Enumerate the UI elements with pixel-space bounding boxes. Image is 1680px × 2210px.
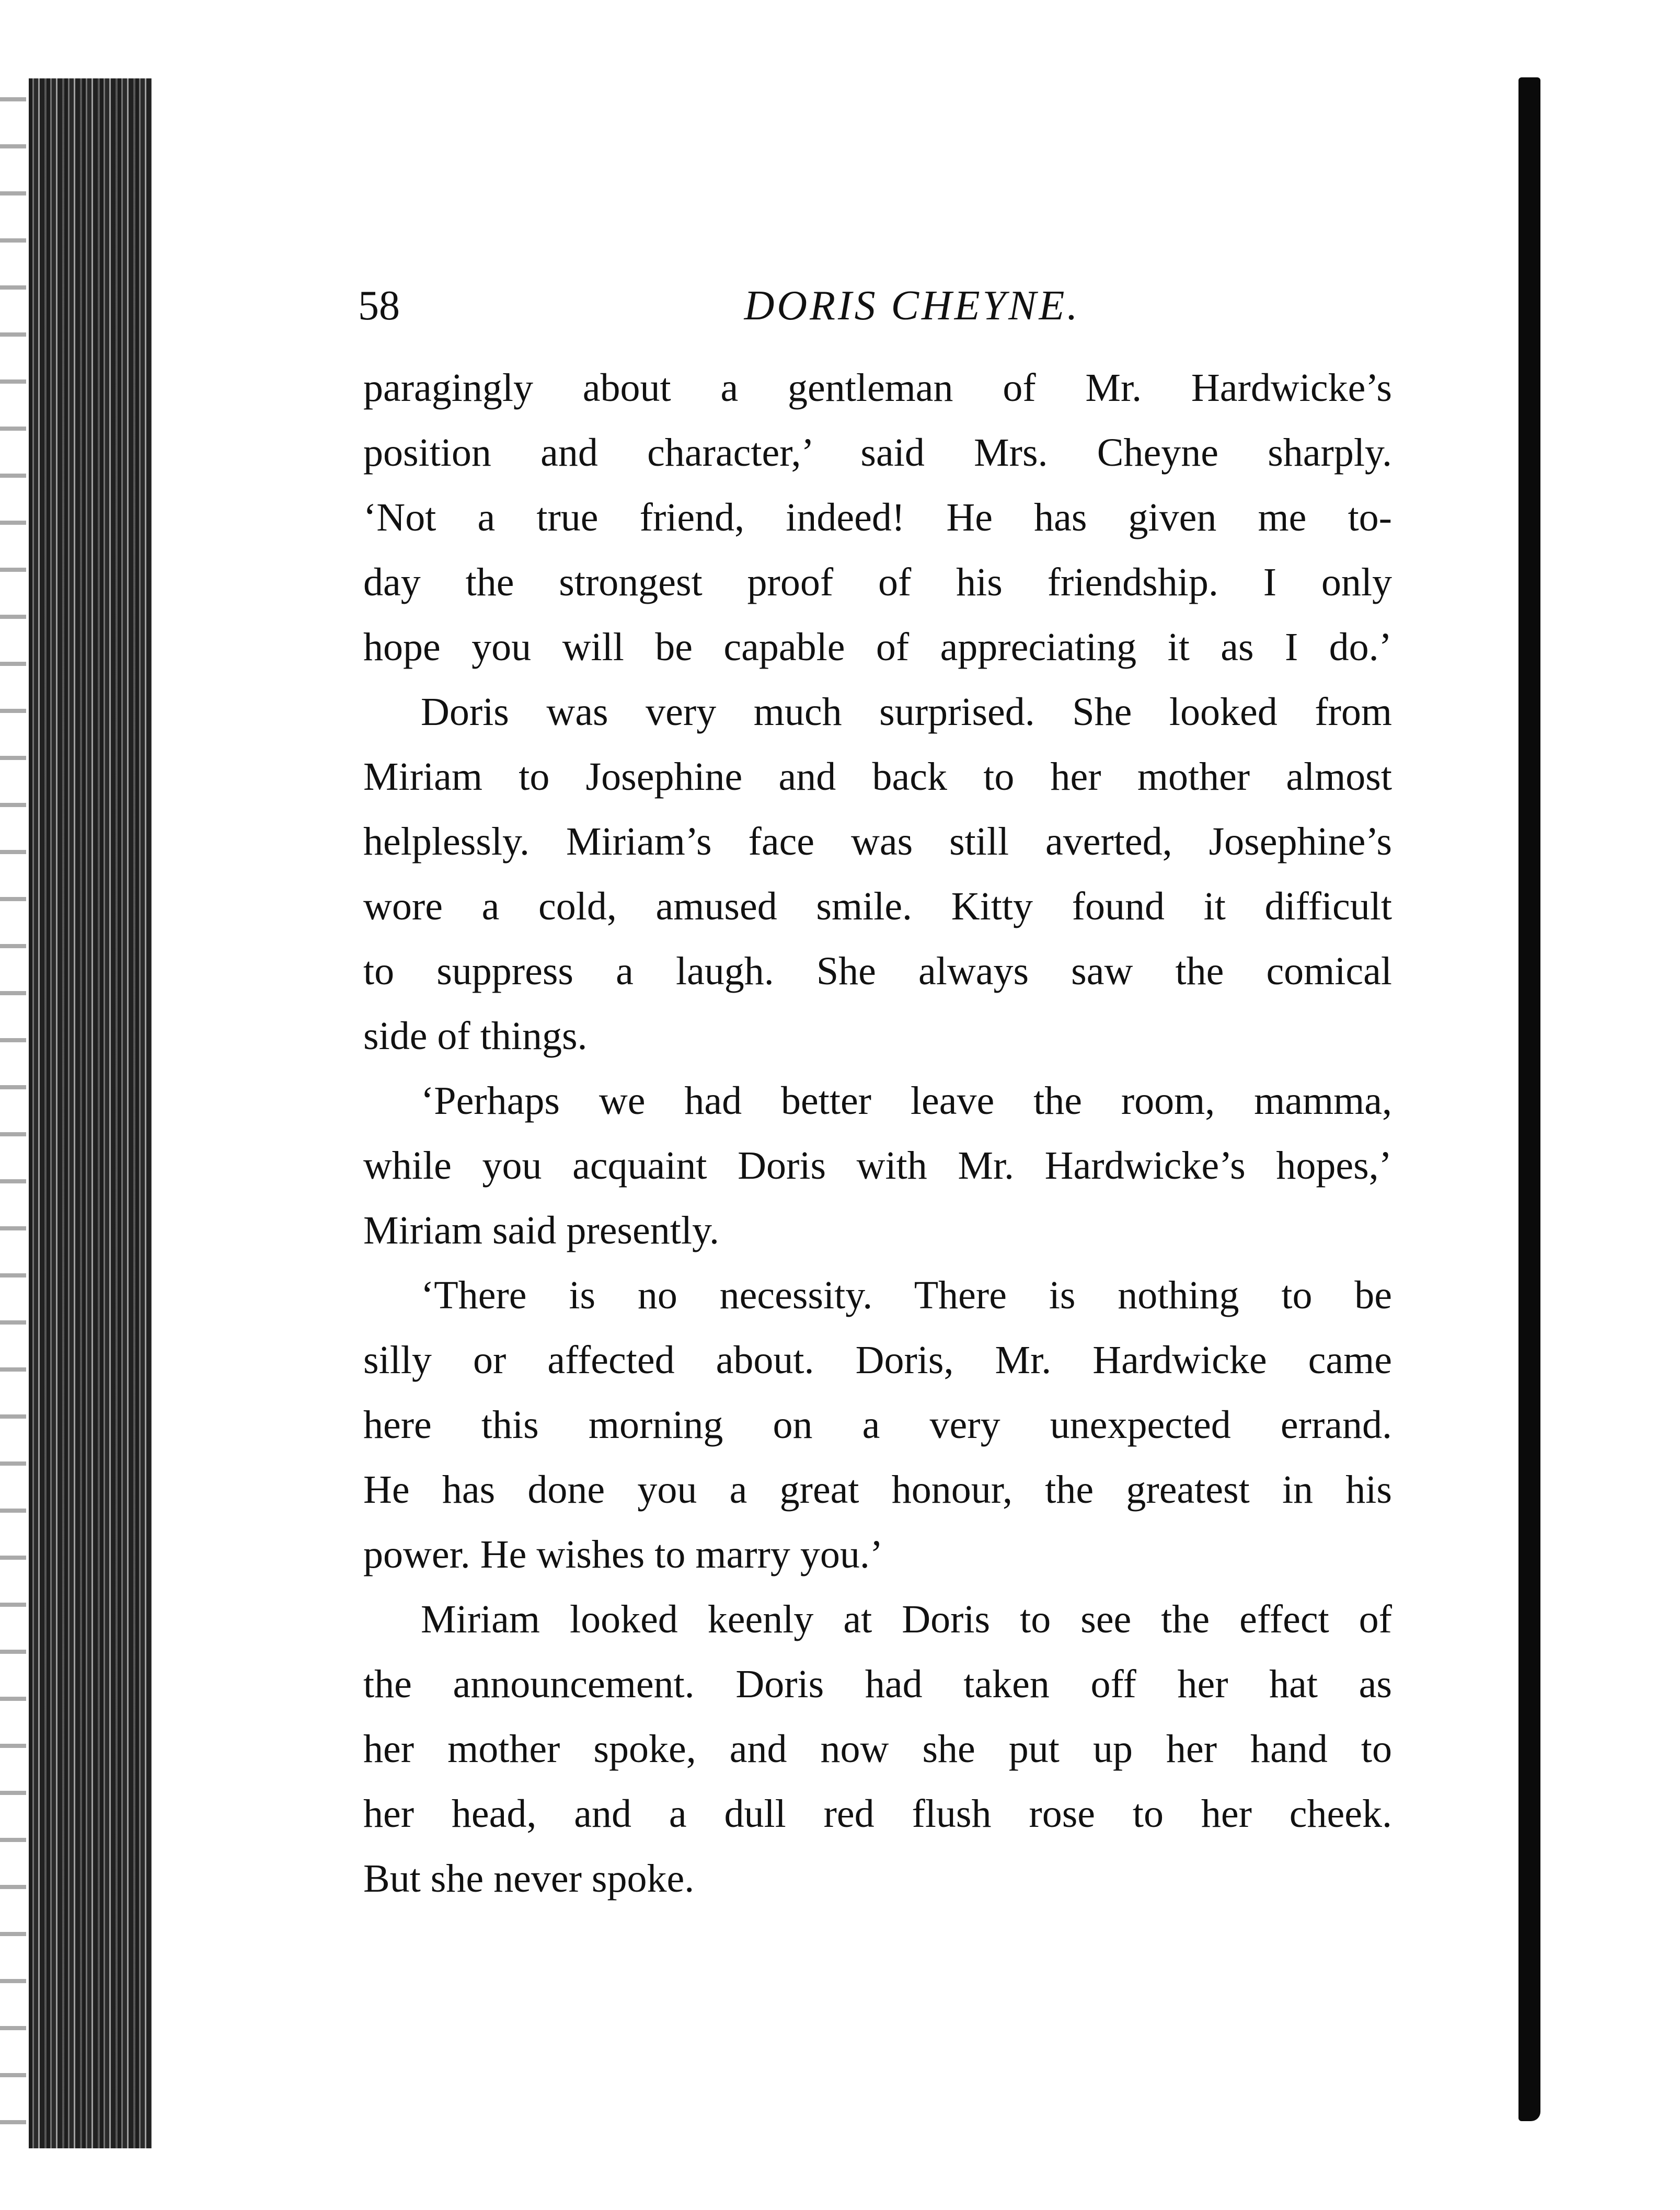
text-line: ‘Not a true friend, indeed! He has given me to-: [363, 496, 1392, 539]
scan-right-edge: [1518, 77, 1540, 2121]
text-line: here this morning on a very unexpected errand.: [363, 1403, 1392, 1447]
text-line: paragingly about a gentleman of Mr. Hardwicke’s: [363, 366, 1392, 410]
text-line: hope you will be capable of appreciating it as I do.’: [363, 625, 1392, 669]
text-line: her mother spoke, and now she put up her hand to: [363, 1727, 1392, 1771]
text-line: helplessly. Miriam’s face was still averted, Josephine’s: [363, 820, 1392, 864]
text-line: side of things.: [363, 1014, 588, 1058]
text-line: to suppress a laugh. She always saw the comical: [363, 949, 1392, 993]
scan-binding-shadow: [29, 78, 152, 2148]
running-head: DORIS CHEYNE.: [744, 283, 1080, 329]
text-line: Doris was very much surprised. She looked from: [421, 690, 1392, 734]
text-line: the announcement. Doris had taken off her hat as: [363, 1662, 1392, 1706]
text-line: power. He wishes to marry you.’: [363, 1533, 883, 1576]
text-line: Miriam looked keenly at Doris to see the effect of: [421, 1597, 1392, 1641]
page-number: 58: [358, 283, 400, 329]
text-line: wore a cold, amused smile. Kitty found it difficult: [363, 884, 1392, 928]
text-line: Miriam said presently.: [363, 1208, 720, 1252]
scan-gutter-specks: [0, 78, 26, 2148]
text-line: ‘Perhaps we had better leave the room, mamma,: [421, 1079, 1392, 1123]
text-line: But she never spoke.: [363, 1857, 695, 1901]
text-line: Miriam to Josephine and back to her mother almost: [363, 755, 1392, 799]
text-line: He has done you a great honour, the greatest in his: [363, 1468, 1392, 1512]
text-line: while you acquaint Doris with Mr. Hardwicke’s hopes,’: [363, 1144, 1392, 1188]
text-line: silly or affected about. Doris, Mr. Hardwicke came: [363, 1338, 1392, 1382]
body-text: [363, 355, 1392, 1911]
page-header: [358, 277, 1403, 335]
text-line: position and character,’ said Mrs. Cheyne sharply.: [363, 431, 1392, 475]
text-line: day the strongest proof of his friendship. I only: [363, 560, 1392, 604]
text-line: ‘There is no necessity. There is nothing to be: [421, 1273, 1392, 1317]
text-line: her head, and a dull red flush rose to her cheek.: [363, 1792, 1392, 1836]
